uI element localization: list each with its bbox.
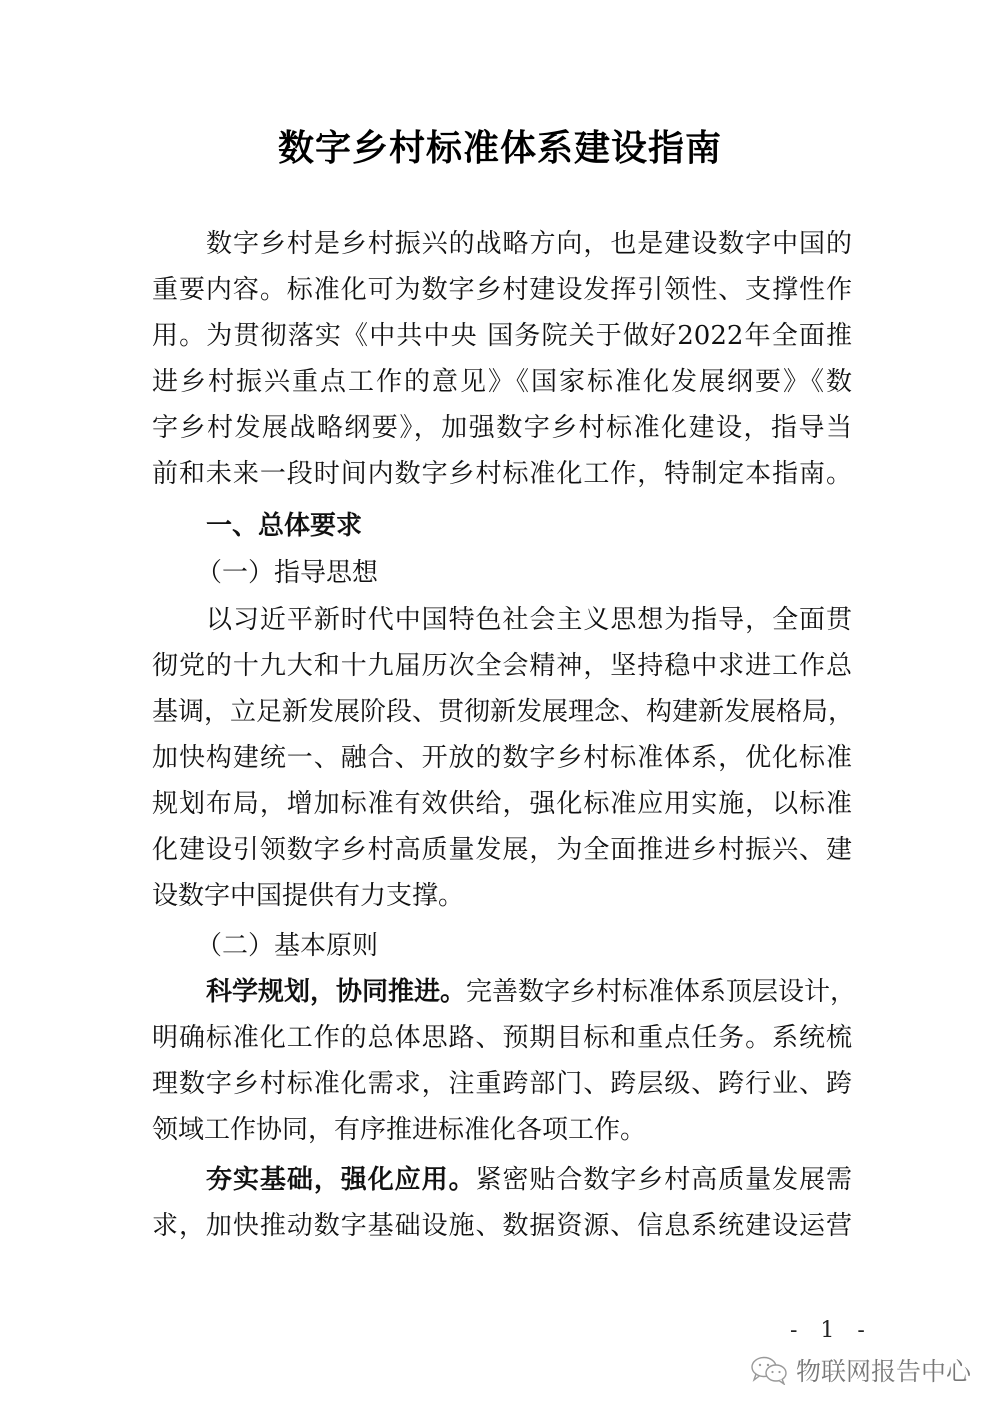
principle-1-line: 理数字乡村标准化需求，注重跨部门、跨层级、跨行业、跨 bbox=[152, 1069, 852, 1099]
principle-2-line: 求，加快推动数字基础设施、数据资源、信息系统建设运营 bbox=[152, 1211, 852, 1241]
principle-1-first-line bbox=[152, 974, 857, 1010]
watermark bbox=[750, 1352, 971, 1388]
principle-1-line: 领域工作协同，有序推进标准化各项工作。 bbox=[152, 1115, 647, 1145]
principle-1-text: 完善数字乡村标准体系顶层设计， bbox=[466, 977, 857, 1007]
intro-line: 重要内容。标准化可为数字乡村建设发挥引领性、支撑性作 bbox=[152, 275, 852, 305]
guiding-line: 设数字中国提供有力支撑。 bbox=[152, 881, 465, 911]
guiding-line: 化建设引领数字乡村高质量发展，为全面推进乡村振兴、建 bbox=[152, 835, 852, 865]
section-heading: 一、总体要求 bbox=[206, 511, 363, 541]
guiding-line: 基调，立足新发展阶段、贯彻新发展理念、构建新发展格局， bbox=[152, 697, 855, 727]
wechat-icon bbox=[750, 1355, 790, 1385]
watermark-text: 物联网报告中心 bbox=[796, 1357, 972, 1386]
principle-2-lead: 夯实基础，强化应用。 bbox=[206, 1165, 476, 1195]
intro-line: 字乡村发展战略纲要》，加强数字乡村标准化建设，指导当 bbox=[152, 413, 852, 443]
subsection-heading: （一）指导思想 bbox=[196, 558, 379, 588]
guiding-line: 规划布局，增加标准有效供给，强化标准应用实施，以标准 bbox=[152, 789, 852, 819]
guiding-line: 以习近平新时代中国特色社会主义思想为指导，全面贯 bbox=[206, 605, 852, 635]
intro-line: 数字乡村是乡村振兴的战略方向，也是建设数字中国的 bbox=[206, 229, 852, 259]
intro-line: 前和未来一段时间内数字乡村标准化工作，特制定本指南。 bbox=[152, 459, 852, 489]
intro-line: 用。为贯彻落实《中共中央 国务院关于做好2022年全面推 bbox=[152, 321, 852, 351]
subsection-heading: （二）基本原则 bbox=[196, 931, 379, 961]
principle-2-text: 紧密贴合数字乡村高质量发展需 bbox=[475, 1165, 852, 1195]
page-number: - 1 - bbox=[790, 1318, 873, 1343]
document-title: 数字乡村标准体系建设指南 bbox=[277, 127, 722, 169]
principle-2-first-line bbox=[152, 1162, 852, 1198]
principle-1-line: 明确标准化工作的总体思路、预期目标和重点任务。系统梳 bbox=[152, 1023, 852, 1053]
principle-1-lead: 科学规划，协同推进。 bbox=[206, 977, 467, 1007]
guiding-line: 彻党的十九大和十九届历次全会精神，坚持稳中求进工作总 bbox=[152, 651, 852, 681]
guiding-line: 加快构建统一、融合、开放的数字乡村标准体系，优化标准 bbox=[152, 743, 852, 773]
intro-line: 进乡村振兴重点工作的意见》《国家标准化发展纲要》《数 bbox=[152, 367, 852, 397]
